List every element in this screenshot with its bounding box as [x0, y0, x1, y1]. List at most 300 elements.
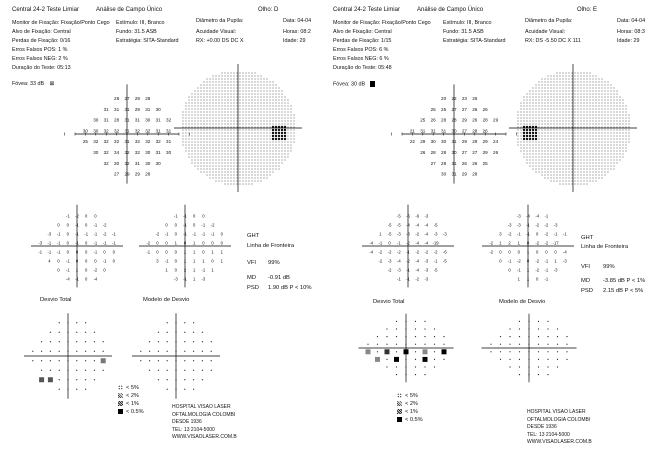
grayscale-map: [503, 58, 643, 198]
prob-cell: [396, 328, 397, 329]
prob-cell-significant: [404, 349, 409, 354]
prob-cell: [528, 374, 529, 375]
prob-cell: [443, 344, 444, 345]
threshold-value: 27: [461, 106, 467, 112]
threshold-value: 30: [451, 149, 457, 155]
total-deviation-value: 0: [388, 240, 391, 246]
threshold-value: 29: [472, 139, 478, 145]
prob-cell: [415, 344, 416, 345]
pattern-deviation-value: -2: [146, 240, 151, 246]
prob-cell: [405, 336, 406, 337]
prob-cell: [528, 359, 529, 360]
prob-cell-significant: [366, 349, 371, 354]
pattern-deviation-value: -1: [516, 267, 521, 273]
threshold-value: 28: [430, 149, 436, 155]
total-deviation-value: -2: [424, 249, 429, 255]
pattern-deviation-value: -3: [173, 276, 178, 282]
total-deviation-value: 0: [66, 231, 69, 237]
prob-cell: [193, 379, 194, 380]
pattern-deviation-value: -1: [562, 231, 567, 237]
prob-cell: [500, 344, 501, 345]
pattern-deviation-value: 1: [526, 267, 530, 273]
report-left-eye: [331, 0, 657, 450]
total-deviation-value: -1: [433, 258, 438, 264]
pattern-deviation-value: -1: [183, 213, 187, 219]
total-deviation-value: -3: [387, 258, 392, 264]
pattern-deviation-value: -1: [544, 213, 549, 219]
threshold-value: 25: [482, 160, 488, 166]
med-symbol-icon: [118, 401, 123, 406]
total-deviation-value: -1: [75, 240, 79, 246]
total-deviation-value: -4: [415, 222, 420, 228]
prob-cell: [76, 351, 77, 352]
prob-cell: [59, 379, 60, 380]
pattern-deviation-value: 1: [517, 276, 520, 282]
pattern-deviation-value: 1: [165, 267, 168, 273]
total-deviation-value: 1: [379, 231, 382, 237]
pattern-deviation-value: 1: [554, 258, 557, 264]
threshold-value: 26: [420, 149, 426, 155]
prob-cell: [500, 336, 501, 337]
prob-cell: [519, 351, 520, 352]
total-deviation-value: -4: [415, 240, 420, 246]
pattern-deviation-value: -2: [507, 231, 512, 237]
age: Idade: 29: [617, 38, 640, 44]
total-deviation-value: -1: [84, 231, 89, 237]
total-deviation-value: -4: [65, 276, 70, 282]
test-name: Central 24-2 Teste Limiar: [12, 7, 79, 13]
prob-cell: [94, 341, 95, 342]
pattern-deviation-value: -2: [544, 231, 549, 237]
prob-cell: [443, 359, 444, 360]
fovea-mark: [370, 81, 375, 87]
threshold-value: 29: [134, 95, 140, 101]
prob-cell: [175, 379, 176, 380]
prob-cell: [396, 344, 397, 345]
total-deviation-value: -5: [396, 213, 401, 219]
pattern-deviation-map: [130, 204, 250, 294]
total-deviation-value: -3: [424, 267, 429, 273]
prob-cell: [386, 366, 387, 367]
total-deviation-value: -3: [424, 213, 429, 219]
prob-cell: [140, 360, 141, 361]
prob-cell: [85, 379, 86, 380]
report-right-eye: [0, 0, 326, 450]
threshold-value: 29: [461, 171, 467, 177]
prob-cell: [519, 374, 520, 375]
total-deviation-value: -6: [442, 249, 447, 255]
prob-cell: [547, 374, 548, 375]
threshold-value: 29: [482, 149, 488, 155]
age: Idade: 29: [283, 38, 306, 44]
prob-cell: [405, 359, 406, 360]
prob-cell: [167, 370, 168, 371]
prob-cell: [103, 370, 104, 371]
total-deviation-value: -1: [65, 213, 70, 219]
total-deviation-value: 0: [66, 222, 69, 228]
total-deviation-value: 0: [85, 258, 88, 264]
date: Data: 04-04: [617, 18, 646, 24]
prob-cell: [386, 336, 387, 337]
pattern-deviation-value: 0: [174, 222, 177, 228]
total-deviation-value: -2: [415, 276, 420, 282]
pattern-deviation-value: -1: [201, 222, 206, 228]
prob-cell: [434, 359, 435, 360]
pattern-deviation-value: -1: [553, 231, 558, 237]
total-deviation-value: -3: [396, 267, 401, 273]
legend-label: < 5%: [405, 393, 418, 399]
pattern-deviation-value: 0: [220, 240, 223, 246]
pattern-deviation-value: 0: [211, 258, 214, 264]
prob-cell: [85, 370, 86, 371]
prob-cell: [519, 359, 520, 360]
threshold-value: 30: [145, 160, 151, 166]
prob-cell: [193, 341, 194, 342]
pattern-deviation-prob-map: [481, 308, 581, 383]
prob-cell: [202, 370, 203, 371]
pattern-deviation-value: 1: [193, 249, 196, 255]
prob-cell: [528, 366, 529, 367]
threshold-value: 34: [114, 149, 120, 155]
prob-cell: [94, 370, 95, 371]
prob-cell: [211, 341, 212, 342]
pattern-deviation-value: -1: [183, 276, 187, 282]
prob-cell: [528, 351, 529, 352]
total-deviation-value: 0: [85, 276, 88, 282]
prob-cell: [184, 360, 185, 361]
pattern-deviation-value: 1: [526, 249, 530, 255]
fixation-target: Alvo de Fixação: Central: [333, 29, 392, 35]
prob-cell: [434, 344, 435, 345]
threshold-value: 25: [430, 106, 436, 112]
pattern-deviation-value: -1: [544, 267, 549, 273]
total-deviation-value: 0: [75, 258, 79, 264]
threshold-value: 27: [472, 149, 478, 155]
psd-label: PSD: [581, 288, 593, 294]
prob-cell: [158, 351, 159, 352]
legend-item: [397, 393, 418, 400]
prob-cell-significant: [385, 349, 390, 354]
threshold-value: 31: [166, 139, 172, 145]
threshold-value: 30: [451, 128, 457, 134]
prob-cell: [167, 332, 168, 333]
total-deviation-map: [22, 204, 142, 294]
prob-cell: [434, 366, 435, 367]
threshold-value: 32: [145, 128, 151, 134]
prob-cell: [566, 359, 567, 360]
threshold-value: 31: [420, 128, 426, 134]
threshold-value: 31: [155, 128, 161, 134]
prob-cell: [149, 351, 150, 352]
eye-label: Olho: E: [577, 7, 598, 13]
prob-cell: [184, 351, 185, 352]
pattern-deviation-value: 0: [517, 249, 520, 255]
pattern-deviation-value: 1: [183, 249, 187, 255]
pattern-deviation-title: Modelo de Desvio: [143, 297, 190, 303]
pattern-deviation-value: -1: [183, 231, 187, 237]
prob-cell: [167, 389, 168, 390]
prob-cell: [386, 344, 387, 345]
visual-acuity: Acuidade Visual:: [196, 29, 237, 35]
prob-cell: [67, 351, 68, 352]
prob-cell-significant: [48, 377, 53, 382]
total-deviation-value: -1: [93, 222, 98, 228]
threshold-value: 30: [155, 160, 161, 166]
clinic-line: OFTALMOLOGIA COLOMBI: [527, 416, 591, 423]
total-deviation-value: -1: [406, 267, 410, 273]
pattern-deviation-value: 0: [174, 249, 177, 255]
prob-cell: [193, 389, 194, 390]
threshold-value: 30: [145, 149, 151, 155]
prob-cell: [50, 332, 51, 333]
prob-cell: [167, 351, 168, 352]
threshold-value: 31: [134, 117, 140, 123]
pattern-deviation-value: -1: [192, 231, 197, 237]
pupil-diameter: Diâmetro da Pupila:: [525, 18, 573, 24]
pattern-deviation-value: 2: [183, 267, 187, 273]
prob-cell: [184, 370, 185, 371]
prob-cell-significant: [423, 349, 428, 354]
total-deviation-value: -5: [387, 231, 392, 237]
prob-cell: [415, 351, 416, 352]
total-deviation-value: -2: [406, 258, 410, 264]
prob-cell: [76, 332, 77, 333]
md-value: -0.91 dB: [268, 275, 290, 281]
threshold-value: 32: [103, 139, 109, 145]
threshold-value: 24: [493, 139, 499, 145]
pattern-deviation-value: 0: [183, 240, 187, 246]
prob-cell: [41, 370, 42, 371]
total-deviation-value: -1: [396, 276, 401, 282]
prob-cell: [557, 344, 558, 345]
threshold-value: 26: [482, 106, 488, 112]
pattern-deviation-value: -2: [535, 240, 540, 246]
prob-cell: [67, 322, 68, 323]
prob-cell: [538, 321, 539, 322]
analysis-type: Análise de Campo Único: [417, 7, 484, 13]
total-deviation-value: -5: [387, 222, 392, 228]
total-deviation-value: 0: [57, 267, 60, 273]
prob-cell: [538, 351, 539, 352]
grayscale-dots: [517, 72, 629, 184]
total-deviation-value: -19: [432, 240, 439, 246]
total-deviation-value: 4: [48, 258, 51, 264]
threshold-value: 31: [103, 117, 109, 123]
prob-cell: [76, 370, 77, 371]
legend-item: [118, 409, 144, 416]
ght-result: Linha de Fronteira: [581, 244, 629, 250]
prob-cell: [396, 321, 397, 322]
legend-item: [118, 393, 139, 400]
prob-cell: [158, 332, 159, 333]
pattern-deviation-value: 1: [526, 276, 530, 282]
threshold-value: 27: [461, 149, 467, 155]
pupil-diameter: Diâmetro da Pupila:: [196, 18, 244, 24]
prob-cell: [566, 336, 567, 337]
legend-label: < 0.5%: [126, 409, 144, 415]
total-deviation-value: -5: [396, 222, 401, 228]
prob-cell: [167, 360, 168, 361]
total-deviation-value: -4: [415, 258, 420, 264]
prob-cell: [424, 374, 425, 375]
prob-cell: [377, 351, 378, 352]
pattern-deviation-value: -1: [507, 258, 512, 264]
time: Horas: 08:2: [283, 29, 311, 35]
prob-cell: [405, 344, 406, 345]
analysis-type: Análise de Campo Único: [96, 7, 163, 13]
total-deviation-value: -4: [369, 240, 374, 246]
total-deviation-value: 0: [66, 249, 69, 255]
prob-cell: [396, 336, 397, 337]
total-deviation-value: -4: [396, 258, 401, 264]
pattern-deviation-value: -3: [553, 222, 558, 228]
total-deviation-value: -4: [424, 240, 429, 246]
total-deviation-value: 0: [85, 222, 88, 228]
total-deviation-value: -5: [433, 267, 438, 273]
threshold-value: 29: [420, 139, 426, 145]
prob-cell: [158, 341, 159, 342]
legend-label: < 0.5%: [405, 417, 423, 423]
pattern-deviation-value: 0: [554, 249, 557, 255]
pattern-deviation-value: 0: [220, 231, 223, 237]
prob-cell: [41, 341, 42, 342]
pattern-deviation-value: -1: [526, 222, 530, 228]
threshold-value: 30: [441, 171, 447, 177]
pattern-deviation-value: -1: [164, 231, 169, 237]
prob-cell: [59, 389, 60, 390]
total-deviation-value: -1: [56, 231, 61, 237]
fovea-value: Fóvea: 30 dB: [333, 81, 366, 88]
threshold-value: 28: [451, 117, 457, 123]
total-deviation-value: -2: [415, 231, 420, 237]
threshold-value: 31: [451, 171, 457, 177]
dot-symbol-icon: [397, 393, 402, 398]
threshold-value: 30: [93, 149, 99, 155]
prob-cell: [158, 370, 159, 371]
threshold-value: 30: [93, 128, 99, 134]
total-deviation-value: 0: [85, 267, 88, 273]
threshold-value: 28: [145, 171, 151, 177]
clinic-line: DESDE 1936: [172, 419, 202, 425]
date: Data: 04-04: [283, 18, 312, 24]
false-pos: Erros Falsos POS: 1 %: [12, 47, 68, 53]
vfi-value: 99%: [603, 264, 615, 270]
total-deviation-value: -3: [433, 231, 438, 237]
threshold-value: 29: [124, 171, 130, 177]
prob-cell: [140, 351, 141, 352]
threshold-value: 31: [124, 106, 130, 112]
prob-cell: [528, 344, 529, 345]
ght-label: GHT: [247, 233, 260, 239]
test-duration: Duração do Teste: 05:13: [12, 65, 71, 71]
prob-cell: [167, 341, 168, 342]
pattern-deviation-value: -3: [201, 276, 206, 282]
total-deviation-value: -2: [406, 240, 410, 246]
prob-cell: [202, 379, 203, 380]
prob-cell: [424, 344, 425, 345]
total-deviation-value: -1: [65, 258, 70, 264]
prob-cell: [94, 351, 95, 352]
total-deviation-value: 0: [85, 213, 88, 219]
prob-cell: [557, 336, 558, 337]
prob-cell: [415, 321, 416, 322]
total-deviation-value: 0: [94, 213, 97, 219]
pattern-deviation-value: -3: [516, 213, 521, 219]
pattern-deviation-value: 0: [174, 231, 177, 237]
total-deviation-value: -2: [75, 213, 79, 219]
legend-item: [397, 401, 418, 408]
threshold-value: 25: [82, 139, 88, 145]
pattern-deviation-value: -1: [544, 276, 549, 282]
threshold-value: 30: [93, 117, 99, 123]
threshold-value: 27: [114, 171, 120, 177]
pattern-deviation-value: 1: [193, 276, 196, 282]
threshold-value: 28: [114, 117, 120, 123]
md-label: MD: [581, 278, 591, 284]
prob-cell: [50, 341, 51, 342]
total-deviation-value: -3: [442, 231, 447, 237]
prob-cell: [76, 379, 77, 380]
fixation-losses: Perdas de Fixação: 1/15: [333, 38, 392, 44]
prob-cell: [415, 374, 416, 375]
total-deviation-value: 0: [75, 249, 79, 255]
threshold-value: 20: [441, 95, 447, 101]
prob-cell: [94, 379, 95, 380]
clinic-line: HOSPITAL VISAO LASER: [172, 404, 231, 410]
prob-cell: [547, 328, 548, 329]
prob-cell: [415, 359, 416, 360]
total-deviation-value: -2: [387, 249, 392, 255]
total-deviation-value: -2: [433, 249, 438, 255]
prob-cell: [158, 379, 159, 380]
false-pos: Erros Falsos POS: 6 %: [333, 47, 389, 53]
prob-cell: [415, 336, 416, 337]
prob-cell: [519, 336, 520, 337]
vfi-label: VFI: [581, 264, 591, 270]
prob-cell: [202, 360, 203, 361]
psd-value: 2.15 dB P < 5%: [603, 288, 644, 294]
prob-cell: [59, 360, 60, 361]
test-duration: Duração do Teste: 05:48: [333, 65, 392, 71]
fovea-value: Fóvea: 33 dB: [12, 81, 45, 87]
prob-cell: [149, 370, 150, 371]
light-symbol-icon: [397, 401, 402, 406]
prob-cell: [149, 360, 150, 361]
threshold-value: 32: [93, 139, 99, 145]
pattern-deviation-value: 3: [499, 231, 502, 237]
threshold-value: 30: [441, 139, 447, 145]
prob-cell: [59, 351, 60, 352]
prob-cell: [396, 351, 397, 352]
false-neg: Erros Falsos NEG: 2 %: [12, 56, 68, 62]
prob-cell: [547, 351, 548, 352]
strategy: Estratégia: SITA-Standard: [443, 38, 506, 44]
threshold-value: 21: [409, 128, 415, 134]
prob-cell: [175, 332, 176, 333]
threshold-value: 31: [124, 117, 130, 123]
prob-cell: [175, 360, 176, 361]
fixation-monitor: Monitor de Fixação: Fixação/Ponto Cego: [333, 20, 431, 26]
clinic-line: TEL: 13 2104-5000: [527, 431, 570, 438]
light-symbol-icon: [118, 393, 123, 398]
threshold-value: 31: [155, 149, 161, 155]
prob-cell: [528, 336, 529, 337]
pattern-deviation-value: 1: [193, 258, 196, 264]
total-deviation-value: -4: [93, 276, 98, 282]
total-deviation-value: -2: [396, 249, 401, 255]
prob-cell: [405, 374, 406, 375]
pattern-deviation-value: 1: [183, 258, 187, 264]
